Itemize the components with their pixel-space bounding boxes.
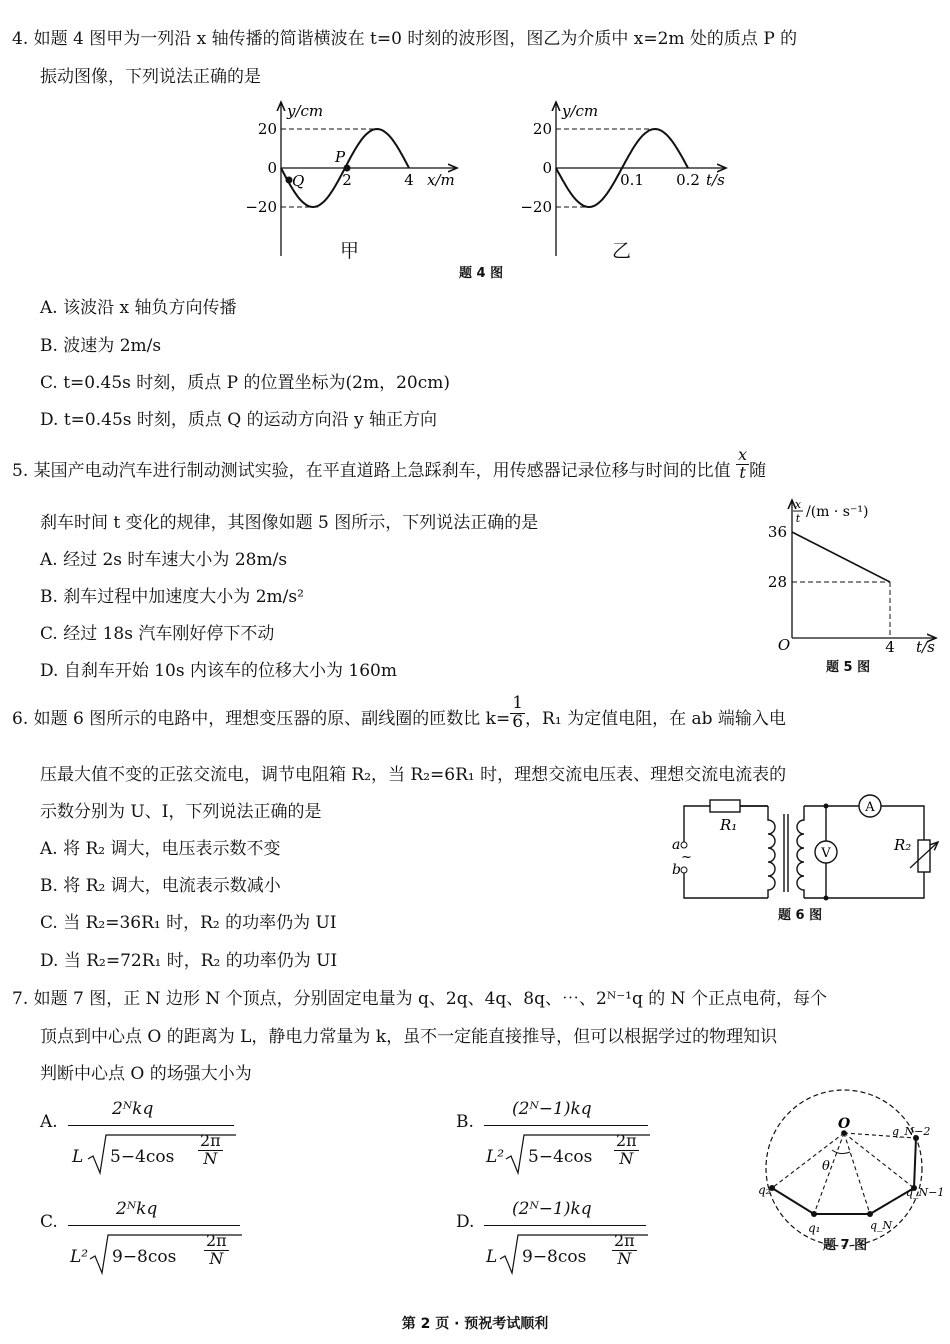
q7-label-qn: q_N [870,1219,893,1232]
q5-graph [760,492,940,657]
q5-ytick-28: 28 [767,573,787,591]
q7-label-qn1: q_N−1 [906,1186,945,1199]
q7-circle [766,1090,922,1246]
q4-label-yi: 乙 [612,240,632,262]
q5-xtick-4: 4 [885,638,895,656]
q6-circuit [668,800,940,906]
q6-ac-symbol: ~ [681,850,692,865]
q4-ytick-zero-b: 0 [542,159,552,177]
q6-r1-label: R₁ [720,816,738,834]
q7-figure [752,1088,945,1254]
q4-ylabel-a: y/cm [287,102,324,120]
q6-voltmeter-label: V [821,846,831,861]
q5-stem-line2: 刹车时间 t 变化的规律，其图像如题 5 图所示，下列说法正确的是 [40,513,539,533]
q4-stem-line1: 4. 如题 4 图甲为一列沿 x 轴传播的简谐横波在 t=0 时刻的波形图，图乙为介质中 x=2m 处的质点 P 的 [12,29,798,49]
q4-ttick-1: 0.1 [620,171,644,189]
q7-stem-line1: 7. 如题 7 图，正 N 边形 N 个顶点，分别固定电量为 q、2q、4q、8q、⋯、2ᴺ⁻¹q 的 N 个正点电荷，每个 [12,989,827,1009]
q7-label-qn2: q_N−2 [892,1125,931,1138]
q5-origin: O [777,636,791,654]
q4-option-b[interactable]: B. 波速为 2m/s [40,336,162,356]
q6-option-c[interactable]: C. 当 R₂=36R₁ 时，R₂ 的功率仍为 UI [40,913,337,933]
q6-r2-label: R₂ [894,836,912,854]
q5-frac-x-over-t: $\frac{x}{t}$ [738,445,748,482]
q4-ytick-bottom-a: −20 [245,198,277,216]
q4-option-a[interactable]: A. 该波沿 x 轴负方向传播 [40,298,237,318]
q4-label-q: Q [292,172,305,190]
q4-ytick-top-b: 20 [532,120,552,138]
q7-label-q2: q₂ [758,1183,771,1197]
q4-label-jia: 甲 [340,240,360,262]
q5-xlabel: t/s [916,638,935,656]
q5-ylabel: /(m · s⁻¹) [806,504,869,520]
q6-ammeter-label: A [865,800,875,815]
q7-label-q1: q₁ [808,1221,821,1235]
q7-caption: 题 7 图 [823,1238,868,1253]
q4-number: 4. [12,29,29,49]
q6-terminal-a: a [672,837,681,853]
q4-xtick-2: 2 [342,171,352,189]
q6-option-d[interactable]: D. 当 R₂=72R₁ 时，R₂ 的功率仍为 UI [40,951,338,971]
q6-r2-box [918,840,930,872]
q5-ytick-36: 36 [767,523,787,541]
q7-label-o: O [838,1116,851,1132]
q5-option-c[interactable]: C. 经过 18s 汽车刚好停下不动 [40,624,275,644]
q6-caption: 题 6 图 [778,908,823,923]
q4-caption: 题 4 图 [459,266,504,281]
page-footer: 第 2 页 · 预祝考试顺利 [401,1316,549,1332]
q5-data-line [792,532,890,582]
q4-xlabel-a: x/m [427,171,455,189]
q5-option-d[interactable]: D. 自刹车开始 10s 内该车的位移大小为 160m [40,661,397,681]
q6-stem-line1: 6. 如题 6 图所示的电路中，理想变压器的原、副线圈的匝数比 k= $\frac{1}{6}$ ，R₁ 为定值电阻，在 ab 端输入电 [12,693,786,732]
q7-stem-line3: 判断中心点 O 的场强大小为 [40,1064,252,1084]
q4-xtick-4: 4 [404,171,414,189]
q6-option-b[interactable]: B. 将 R₂ 调大，电流表示数减小 [40,876,281,896]
q4-option-d[interactable]: D. t=0.45s 时刻，质点 Q 的运动方向沿 y 轴正方向 [40,410,438,430]
q7-label-theta: θ [822,1159,830,1174]
q4-ytick-top-a: 20 [257,120,277,138]
q6-terminal-b: b [672,862,681,878]
q6-stem-line3: 示数分别为 U、I，下列说法正确的是 [40,802,322,822]
q4-ttick-2: 0.2 [676,171,700,189]
q6-secondary-coil [797,806,804,898]
q5-option-b[interactable]: B. 刹车过程中加速度大小为 2m/s² [40,587,304,607]
q4-stem-line2: 振动图像，下列说法正确的是 [40,67,261,87]
q6-stem-line2: 压最大值不变的正弦交流电，调节电阻箱 R₂，当 R₂=6R₁ 时，理想交流电压表、理想交流电流表的 [40,765,787,785]
q6-r1-resistor [710,800,740,812]
q5-stem-line1: 5. 某国产电动汽车进行制动测试实验，在平直道路上急踩刹车，用传感器记录位移与时间的比值 $\frac{x}{t}$ 随 [12,445,767,482]
q6-primary-coil [768,806,775,898]
q4-ytick-bottom-b: −20 [520,198,552,216]
q4-ytick-zero-a: 0 [267,159,277,177]
q5-caption: 题 5 图 [826,660,871,675]
q4-ylabel-b: y/cm [562,102,599,120]
q5-option-a[interactable]: A. 经过 2s 时车速大小为 28m/s [40,550,288,570]
q6-option-a[interactable]: A. 将 R₂ 调大，电压表示数不变 [40,839,281,859]
q5-y-frac-den: t [795,512,801,525]
q4-tlabel-b: t/s [706,171,725,189]
q5-y-frac-num: x [794,498,802,511]
q4-label-p: P [335,148,346,166]
q7-stem-line2: 顶点到中心点 O 的距离为 L，静电力常量为 k，虽不一定能直接推导，但可以根据学过的物理知识 [40,1027,778,1047]
q6-ratio-frac: $\frac{1}{6}$ [512,693,524,732]
q4-option-c[interactable]: C. t=0.45s 时刻，质点 P 的位置坐标为(2m，20cm) [40,373,450,393]
